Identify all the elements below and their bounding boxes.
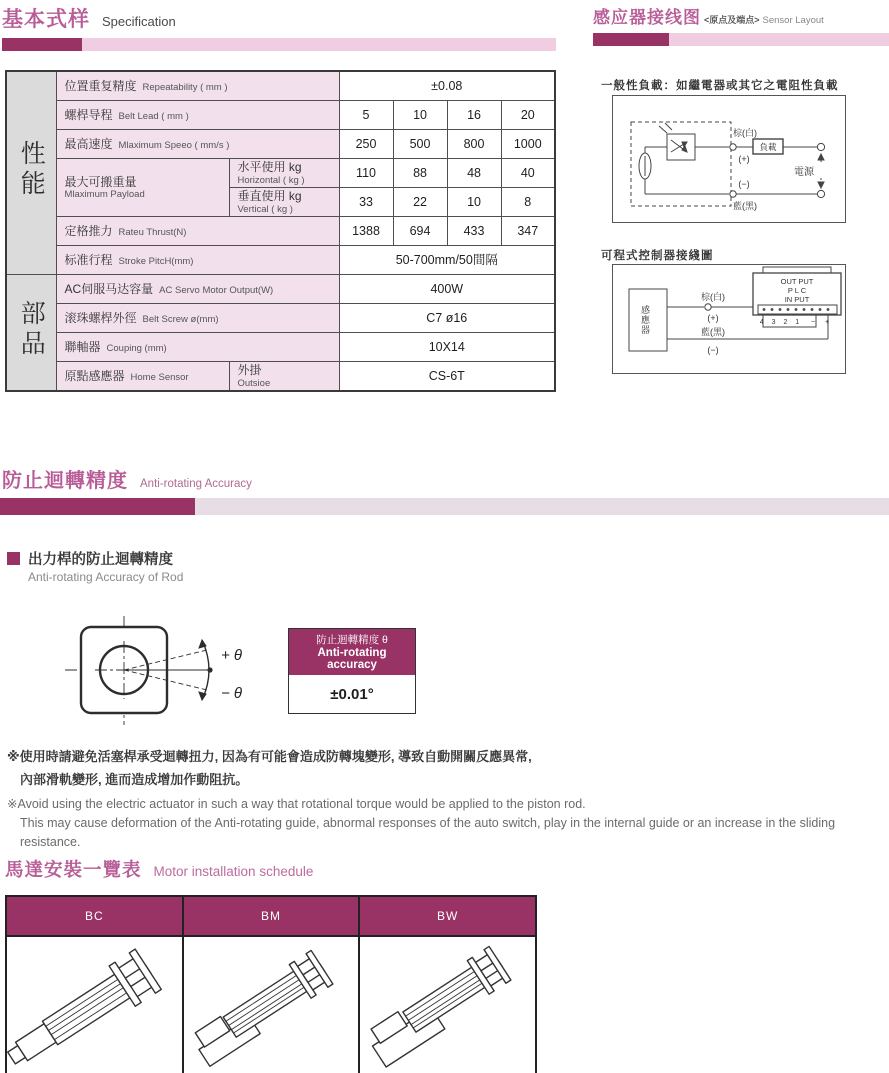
motor-col-bc: BC xyxy=(6,896,183,936)
spec-section-header xyxy=(2,3,556,51)
wire-top-label: 棕(白) xyxy=(733,128,757,138)
coupling-zh: 聯軸器 xyxy=(64,340,101,355)
coupling-en: Couping (mm) xyxy=(106,343,167,355)
lead-label xyxy=(56,101,339,130)
motor-output-en: AC Servo Motor Output(W) xyxy=(159,285,274,297)
caution-note-en xyxy=(7,795,885,852)
general-load-caption: 一般性負載：如繼電器或其它之電阻性負載 xyxy=(601,80,839,92)
motor-title-en: Motor installation schedule xyxy=(153,864,314,879)
spec-group-performance xyxy=(6,71,56,275)
accuracy-value-box xyxy=(288,628,416,714)
speed-value: 1000 xyxy=(501,130,555,159)
anti-title-zh: 防止迴轉精度 xyxy=(2,470,128,492)
power-label: 電源 xyxy=(794,167,814,178)
thrust-value: 433 xyxy=(447,217,501,246)
plc-diagram-box xyxy=(612,264,846,374)
lead-value: 20 xyxy=(501,101,555,130)
spec-row-motor-output xyxy=(6,275,555,304)
plc-wire-bottom-label: 藍(黑) xyxy=(701,327,725,337)
anti-header-bar-accent xyxy=(0,498,195,515)
sensor-title-note: <原点及端点> xyxy=(704,15,760,25)
stroke-en: Stroke PitcH(mm) xyxy=(118,256,194,268)
thrust-zh: 定格推力 xyxy=(64,224,113,239)
thrust-en: Rateu Thrust(N) xyxy=(118,227,187,239)
repeatability-zh: 位置重复精度 xyxy=(64,79,137,94)
spec-row-home-sensor xyxy=(6,362,555,392)
vertical-value: 22 xyxy=(393,188,447,217)
rod-accuracy-heading xyxy=(7,548,183,584)
vertical-value: 10 xyxy=(447,188,501,217)
vertical-zh: 垂直使用 kg xyxy=(237,189,302,204)
anti-header-bar xyxy=(0,498,889,515)
home-sensor-value: CS-6T xyxy=(339,362,555,392)
plc-wire-top-label: 棕(白) xyxy=(701,292,725,302)
load-label: 負載 xyxy=(759,142,777,152)
plc-center-label: P L C xyxy=(787,286,807,295)
home-sensor-sub-zh: 外掛 xyxy=(237,363,262,378)
wire-bottom-label: 藍(黑) xyxy=(733,201,757,211)
spec-group-parts xyxy=(6,275,56,392)
stroke-label xyxy=(56,246,339,275)
stroke-zh: 标准行程 xyxy=(64,253,113,268)
home-sensor-label xyxy=(56,362,229,392)
motor-col-bw: BW xyxy=(359,896,536,936)
accuracy-header-zh: 防止迴轉精度 θ xyxy=(316,634,388,646)
actuator-drawing-bc xyxy=(7,937,179,1071)
vertical-en: Vertical ( kg ) xyxy=(237,203,293,215)
plus-theta-label: + θ xyxy=(221,647,243,664)
motor-output-label xyxy=(56,275,339,304)
accuracy-value: ±0.01° xyxy=(330,685,374,703)
spec-row-thrust xyxy=(6,217,555,246)
motor-cell-bc xyxy=(6,936,183,1073)
general-load-diagram-box xyxy=(612,95,846,223)
motor-cell-bw xyxy=(359,936,536,1073)
stroke-value: 50-700mm/50間隔 xyxy=(339,246,555,275)
caution-note-zh-line1: ※使用時請避免活塞桿承受迴轉扭力, 因為有可能會造成防轉塊變形, 導致自動開關反應異常, xyxy=(7,749,532,764)
caution-note-en-line1: ※Avoid using the electric actuator in such a way that rotational torque would be applied to the piston rod. xyxy=(7,797,586,811)
plc-sensor-label: 感應器 xyxy=(640,305,650,335)
horizontal-value: 110 xyxy=(339,159,393,188)
group-performance-label: 性能 xyxy=(17,140,46,201)
speed-label xyxy=(56,130,339,159)
vertical-value: 33 xyxy=(339,188,393,217)
horizontal-value: 40 xyxy=(501,159,555,188)
plc-in-label: IN PUT xyxy=(784,295,810,304)
repeatability-value: ±0.08 xyxy=(339,71,555,101)
horizontal-value: 48 xyxy=(447,159,501,188)
speed-en: Mlaximum Speeo ( mm/s ) xyxy=(118,140,230,152)
spec-table xyxy=(5,70,556,392)
plc-out-label: OUT PUT xyxy=(780,277,814,286)
anti-title-en: Anti-rotating Accuracy xyxy=(140,478,252,490)
home-sensor-sub-label xyxy=(229,362,339,392)
sensor-header-bar xyxy=(593,33,889,46)
caution-note-zh xyxy=(7,745,882,791)
spec-header-bar xyxy=(2,38,556,51)
caution-note-en-line2: This may cause deformation of the Anti-rotating guide, abnormal responses of the auto switch, play in the internal guide or an increase in the sliding resistance. xyxy=(20,816,836,849)
home-sensor-sub-en: Outsioe xyxy=(237,377,271,389)
plc-polarity-label: − + xyxy=(810,319,834,326)
horizontal-value: 88 xyxy=(393,159,447,188)
motor-output-zh: AC伺服马达容量 xyxy=(64,282,154,297)
speed-value: 250 xyxy=(339,130,393,159)
motor-cell-bm xyxy=(183,936,360,1073)
general-load-wiring-diagram xyxy=(613,96,845,222)
actuator-drawing-bw xyxy=(360,937,532,1071)
screw-value: C7 ø16 xyxy=(339,304,555,333)
horizontal-en: Horizontal ( kg ) xyxy=(237,174,305,186)
plc-caption: 可程式控制器接綫圖 xyxy=(601,250,714,262)
motor-section-header xyxy=(5,856,313,882)
actuator-drawing-bm xyxy=(184,937,356,1071)
vertical-value: 8 xyxy=(501,188,555,217)
payload-vertical-label xyxy=(229,188,339,217)
spec-row-repeatability xyxy=(6,71,555,101)
repeatability-en: Repeatability ( mm ) xyxy=(142,82,228,94)
repeatability-label xyxy=(56,71,339,101)
speed-zh: 最高速度 xyxy=(64,137,113,152)
motor-output-value: 400W xyxy=(339,275,555,304)
plc-plus-label: (+) xyxy=(707,313,719,323)
payload-label xyxy=(56,159,229,217)
lead-value: 16 xyxy=(447,101,501,130)
sensor-header-bar-accent xyxy=(593,33,669,46)
spec-row-screw xyxy=(6,304,555,333)
spec-title-zh: 基本式样 xyxy=(2,8,90,31)
spec-row-payload-horizontal xyxy=(6,159,555,188)
plc-minus-label: (−) xyxy=(707,345,719,355)
thrust-value: 1388 xyxy=(339,217,393,246)
rod-theta-diagram xyxy=(55,612,305,730)
spec-row-coupling xyxy=(6,333,555,362)
coupling-value: 10X14 xyxy=(339,333,555,362)
lead-value: 5 xyxy=(339,101,393,130)
group-parts-label: 部品 xyxy=(17,299,46,360)
spec-row-speed xyxy=(6,130,555,159)
motor-table-drawing-row xyxy=(6,936,536,1073)
sensor-title-zh: 感应器接线图 xyxy=(593,8,701,27)
screw-zh: 滚珠螺桿外徑 xyxy=(64,311,137,326)
lead-value: 10 xyxy=(393,101,447,130)
thrust-label xyxy=(56,217,339,246)
home-sensor-en: Home Sensor xyxy=(130,372,189,384)
sensor-title-en: Sensor Layout xyxy=(762,15,824,26)
thrust-value: 694 xyxy=(393,217,447,246)
spec-row-lead xyxy=(6,101,555,130)
spec-title-en: Specification xyxy=(102,14,176,29)
accuracy-box-header xyxy=(289,629,415,675)
thrust-value: 347 xyxy=(501,217,555,246)
minus-label: (−) xyxy=(738,179,750,189)
lead-en: Belt Lead ( mm ) xyxy=(118,111,189,123)
motor-col-bm: BM xyxy=(183,896,360,936)
plc-terminals-label: 4 3 2 1 xyxy=(759,319,803,326)
payload-zh: 最大可搬重量 xyxy=(64,174,137,189)
anti-section-header xyxy=(2,464,889,515)
caution-note-zh-line2: 內部滑軌變形, 進而造成增加作動阻抗。 xyxy=(20,772,249,787)
spec-header-bar-accent xyxy=(2,38,82,51)
minus-theta-label: − θ xyxy=(221,685,243,702)
payload-en: Mlaximum Payload xyxy=(64,189,145,200)
bullet-square-icon xyxy=(7,552,20,565)
home-sensor-zh: 原點感應器 xyxy=(64,369,125,384)
accuracy-header-en: Anti-rotating accuracy xyxy=(317,647,387,671)
sensor-section-header xyxy=(593,3,889,46)
lead-zh: 螺桿导程 xyxy=(64,108,113,123)
spec-row-stroke xyxy=(6,246,555,275)
coupling-label xyxy=(56,333,339,362)
rod-accuracy-zh: 出力桿的防止迴轉精度 xyxy=(28,552,173,568)
speed-value: 500 xyxy=(393,130,447,159)
horizontal-zh: 水平使用 kg xyxy=(237,160,302,175)
screw-en: Belt Screw ø(mm) xyxy=(142,314,219,326)
speed-value: 800 xyxy=(447,130,501,159)
rod-accuracy-en: Anti-rotating Accuracy of Rod xyxy=(28,570,184,584)
screw-label xyxy=(56,304,339,333)
plus-label: (+) xyxy=(738,154,750,164)
motor-table xyxy=(5,895,537,1073)
motor-title-zh: 馬達安裝一覽表 xyxy=(5,859,142,880)
payload-horizontal-label xyxy=(229,159,339,188)
motor-table-header-row xyxy=(6,896,536,936)
